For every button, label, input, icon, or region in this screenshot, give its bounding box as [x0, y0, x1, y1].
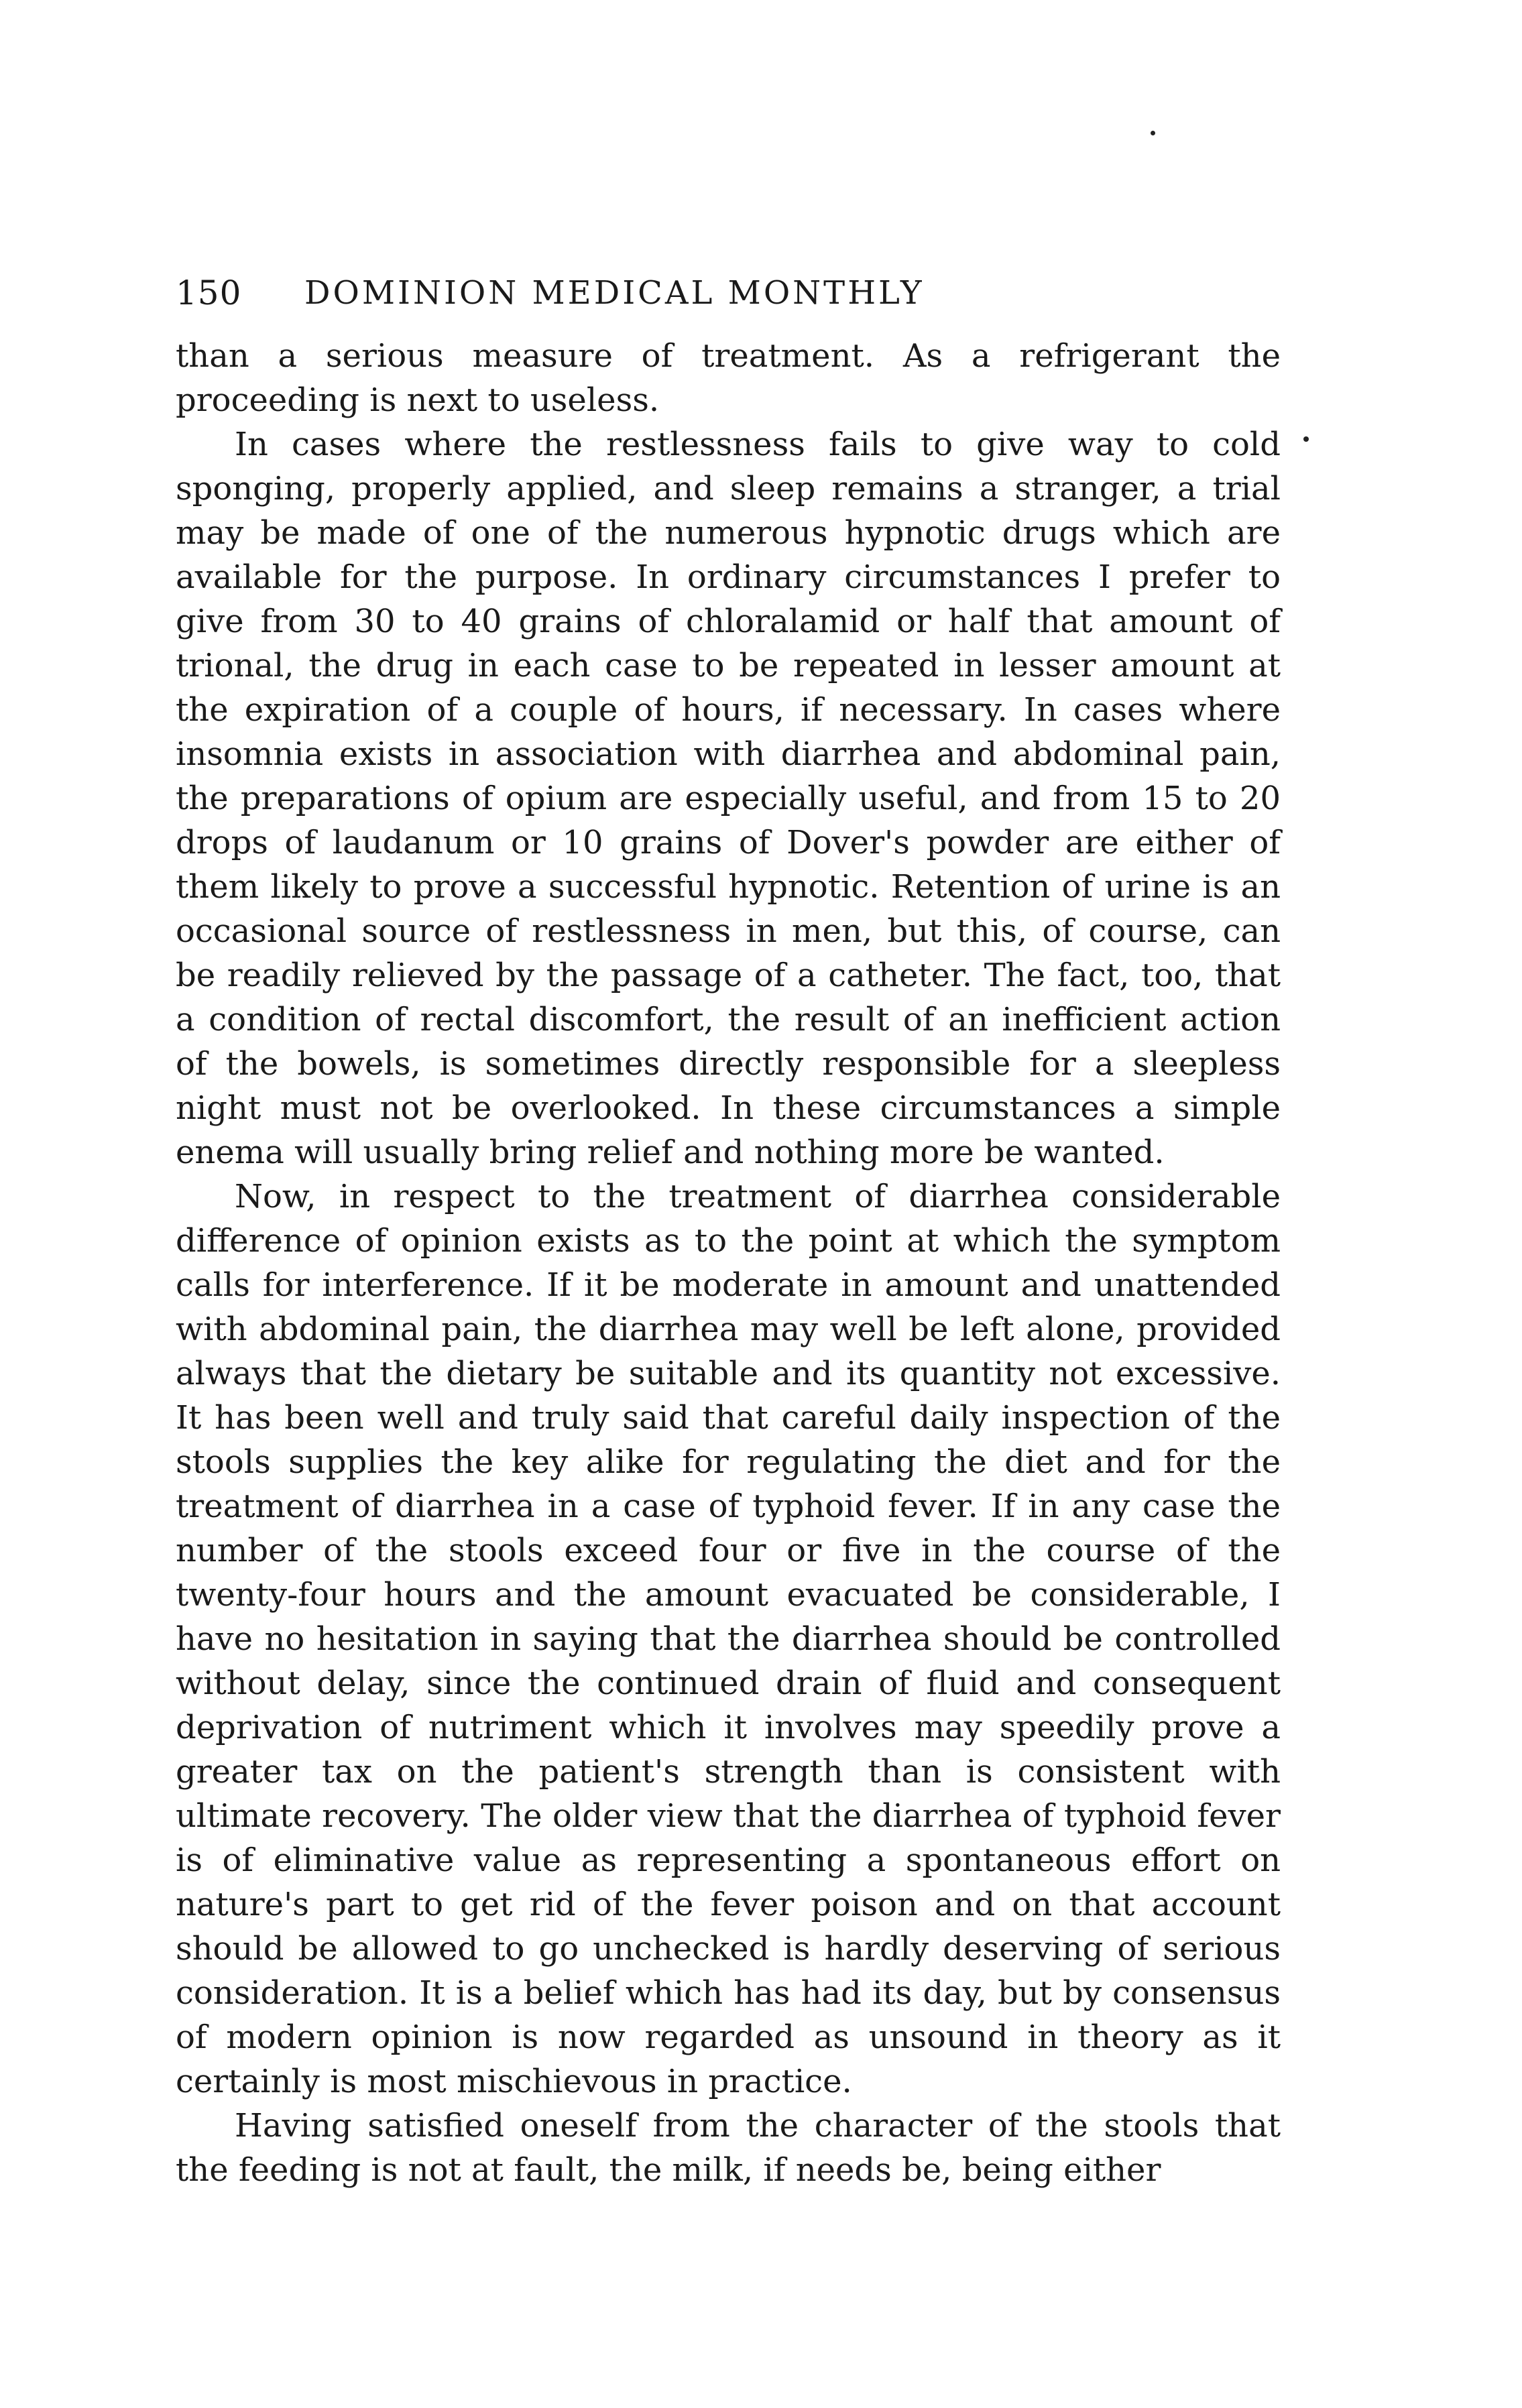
print-speck: [1303, 436, 1309, 442]
journal-title: DOMINION MEDICAL MONTHLY: [304, 274, 925, 312]
paragraph-restlessness: In cases where the restlessness fails to give way to cold sponging, properly applied, and sleep remains a stranger, a trial may be made of one of the numerous hypnotic drugs which are available for the purpose. In ordinary circumstances I prefer to give from 30 to 40 grains of chloralamid or half that amount of trional, the drug in each case to be repeated in lesser amount at the expiration of a couple of hours, if necessary. In cases where insomnia exists in association with diarrhea and abdominal pain, the preparations of opium are especially useful, and from 15 to 20 drops of laudanum or 10 grains of Dover's powder are either of them likely to prove a successful hypnotic. Retention of urine is an occasional source of restlessness in men, but this, of course, can be readily relieved by the passage of a catheter. The fact, too, that a condition of rectal discomfort, the result of an inefficient action of the bowels, is sometimes directly responsible for a sleepless night must not be overlooked. In these circumstances a simple enema will usually bring relief and nothing more be wanted.: [176, 426, 1281, 1171]
print-speck: [1151, 131, 1155, 135]
paragraph-continuation: than a serious measure of treatment. As a refrigerant the proceeding is next to useless.: [176, 337, 1281, 419]
running-head: [176, 268, 1281, 318]
paragraph-feeding: Having satisfied oneself from the character of the stools that the feeding is not at fault, the milk, if needs be, being either: [176, 2107, 1281, 2189]
page-body: [176, 268, 1281, 2192]
paragraph-diarrhea: Now, in respect to the treatment of diarrhea considerable difference of opinion exists as to the point at which the symptom calls for interference. If it be moderate in amount and unattended with abdominal pain, the diarrhea may well be left alone, provided always that the dietary be suitable and its quantity not excessive. It has been well and truly said that careful daily inspection of the stools supplies the key alike for regulating the diet and for the treatment of diarrhea in a case of typhoid fever. If in any case the number of the stools exceed four or five in the course of the twenty-four hours and the amount evacuated be considerable, I have no hesitation in saying that the diarrhea should be controlled without delay, since the continued drain of fluid and consequent deprivation of nutriment which it involves may speedily prove a greater tax on the patient's strength than is consistent with ultimate recovery. The older view that the diarrhea of typhoid fever is of eliminative value as representing a spontaneous effort on nature's part to get rid of the fever poison and on that account should be allowed to go unchecked is hardly deserving of serious consideration. It is a belief which has had its day, but by consensus of modern opinion is now regarded as unsound in theory as it certainly is most mischievous in practice.: [176, 1178, 1281, 2100]
page-number: 150: [176, 274, 242, 312]
